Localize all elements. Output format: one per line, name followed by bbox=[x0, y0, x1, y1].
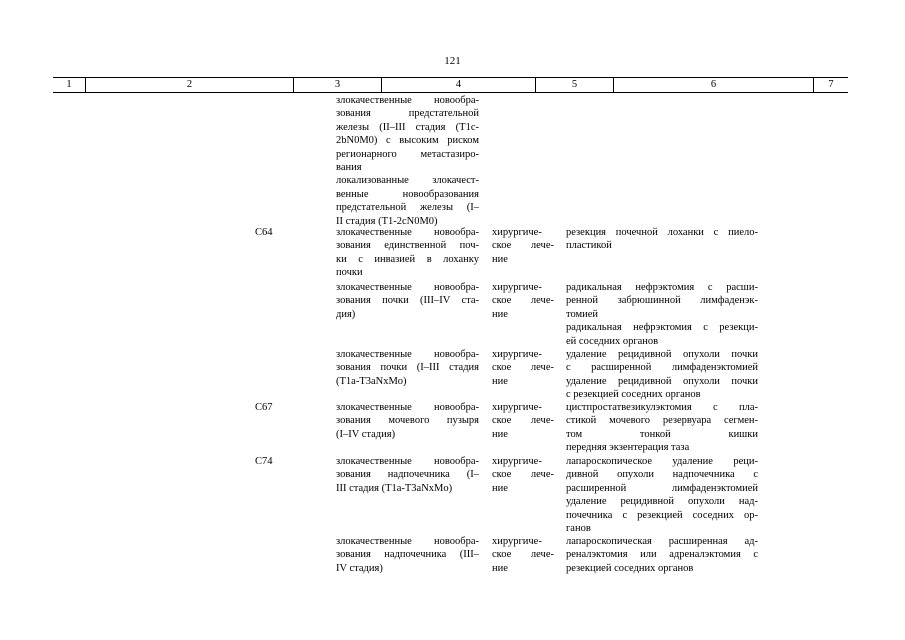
treatment-method-line: ей соседних органов bbox=[566, 335, 659, 347]
treatment-type-line: хирургиче- bbox=[492, 227, 542, 238]
treatment-type-line: ское лече- bbox=[492, 415, 554, 427]
diagnosis-text-line: почки bbox=[336, 267, 363, 279]
treatment-method-line: лапароскопическая расширенная ад- bbox=[566, 536, 758, 547]
column-header-1: 1 bbox=[53, 78, 86, 92]
column-header-6: 6 bbox=[614, 78, 814, 92]
treatment-type-line: ние bbox=[492, 428, 508, 440]
treatment-method bbox=[566, 281, 758, 348]
diagnosis-text-line: злокачественные новообра- bbox=[336, 95, 479, 106]
treatment-type bbox=[492, 281, 554, 321]
treatment-method-line: удаление рецидивной опухоли над- bbox=[566, 496, 758, 508]
diagnosis-text bbox=[336, 348, 479, 388]
treatment-type-line: ние bbox=[492, 375, 508, 387]
diagnosis-text-line: злокачественные новообра- bbox=[336, 402, 479, 413]
treatment-type-line: ское лече- bbox=[492, 549, 554, 561]
treatment-method-line: удаление рецидивной опухоли почки bbox=[566, 375, 758, 387]
treatment-method-line: с расширенной лимфаденэктомией bbox=[566, 362, 758, 374]
treatment-method-line: стикой мочевого резервуара сегмен- bbox=[566, 415, 758, 427]
diagnosis-text-line: предстательной железы (I– bbox=[336, 202, 479, 214]
treatment-type-line: хирургиче- bbox=[492, 456, 542, 467]
diagnosis-text-line: зования мочевого пузыря bbox=[336, 415, 479, 427]
diagnosis-text-line: злокачественные новообра- bbox=[336, 282, 479, 293]
column-header-5: 5 bbox=[536, 78, 614, 92]
diagnosis-text-line: венные новообразования bbox=[336, 188, 479, 200]
treatment-method bbox=[566, 226, 758, 253]
diagnosis-text-line: зования предстательной bbox=[336, 108, 479, 120]
diagnosis-text-line: злокачественные новообра- bbox=[336, 456, 479, 467]
treatment-type bbox=[492, 455, 554, 495]
treatment-type bbox=[492, 348, 554, 388]
diagnosis-text-line: зования единственной поч- bbox=[336, 240, 479, 252]
diagnosis-text bbox=[336, 455, 479, 495]
diagnosis-text-line: вания bbox=[336, 161, 362, 173]
diagnosis-text-line: зования почки (I–III стадия bbox=[336, 362, 479, 374]
treatment-type-line: ние bbox=[492, 482, 508, 494]
treatment-method-line: радикальная нефрэктомия с резекци- bbox=[566, 322, 758, 334]
treatment-method-line: ганов bbox=[566, 522, 591, 534]
diagnosis-text bbox=[336, 281, 479, 321]
diagnosis-text-line: зования надпочечника (I– bbox=[336, 469, 479, 481]
icd-code: C67 bbox=[255, 402, 273, 413]
treatment-type-line: ние bbox=[492, 253, 508, 265]
diagnosis-text bbox=[336, 401, 479, 441]
icd-code: C64 bbox=[255, 227, 273, 238]
diagnosis-text-line: злокачественные новообра- bbox=[336, 349, 479, 360]
column-header-7: 7 bbox=[828, 79, 834, 90]
treatment-method-line: резекцией соседних органов bbox=[566, 562, 694, 574]
diagnosis-text-line: ки с инвазией в лоханку bbox=[336, 253, 479, 265]
treatment-method-line: удаление рецидивной опухоли почки bbox=[566, 349, 758, 360]
diagnosis-text bbox=[336, 94, 479, 228]
diagnosis-text-line: (I–IV стадия) bbox=[336, 428, 396, 440]
treatment-method-line: томией bbox=[566, 308, 599, 320]
column-number-header bbox=[53, 77, 848, 93]
treatment-type-line: хирургиче- bbox=[492, 282, 542, 293]
treatment-method-line: реналэктомия или адреналэктомия с bbox=[566, 549, 758, 561]
treatment-type bbox=[492, 401, 554, 441]
diagnosis-text-line: II стадия (T1-2cN0M0) bbox=[336, 215, 438, 227]
treatment-method-line: почечника с резекцией соседних ор- bbox=[566, 509, 758, 521]
diagnosis-text-line: локализованные злокачест- bbox=[336, 175, 479, 187]
treatment-method-line: резекция почечной лоханки с пиело- bbox=[566, 227, 758, 238]
treatment-type-line: ское лече- bbox=[492, 469, 554, 481]
treatment-type-line: хирургиче- bbox=[492, 402, 542, 413]
treatment-method-line: лапароскопическое удаление реци- bbox=[566, 456, 758, 467]
diagnosis-text-line: злокачественные новообра- bbox=[336, 227, 479, 238]
treatment-method-line: дивной опухоли надпочечника с bbox=[566, 469, 758, 481]
column-header-2: 2 bbox=[86, 78, 294, 92]
diagnosis-text-line: (T1a-T3aNxMo) bbox=[336, 375, 407, 387]
treatment-type-line: хирургиче- bbox=[492, 536, 542, 547]
treatment-method bbox=[566, 455, 758, 535]
treatment-type bbox=[492, 226, 554, 266]
treatment-type-line: хирургиче- bbox=[492, 349, 542, 360]
diagnosis-text-line: IV стадия) bbox=[336, 562, 383, 574]
diagnosis-text-line: регионарного метастазиро- bbox=[336, 148, 479, 160]
column-header-4: 4 bbox=[382, 78, 536, 92]
diagnosis-text-line: железы (II–III стадия (T1c- bbox=[336, 121, 479, 133]
diagnosis-text bbox=[336, 535, 479, 575]
treatment-method bbox=[566, 401, 758, 455]
treatment-method-line: пластикой bbox=[566, 240, 612, 252]
treatment-type-line: ние bbox=[492, 562, 508, 574]
diagnosis-text-line: 2bN0M0) с высоким риском bbox=[336, 135, 479, 147]
diagnosis-text-line: зования надпочечника (III– bbox=[336, 549, 479, 561]
treatment-method bbox=[566, 535, 758, 575]
treatment-type bbox=[492, 535, 554, 575]
icd-code: C74 bbox=[255, 456, 273, 467]
treatment-type-line: ское лече- bbox=[492, 295, 554, 307]
diagnosis-text-line: злокачественные новообра- bbox=[336, 536, 479, 547]
column-header-3: 3 bbox=[294, 78, 382, 92]
treatment-type-line: ское лече- bbox=[492, 240, 554, 252]
treatment-type-line: ское лече- bbox=[492, 362, 554, 374]
treatment-method-line: передняя экзентерация таза bbox=[566, 442, 690, 454]
treatment-method-line: расширенной лимфаденэктомией bbox=[566, 482, 758, 494]
diagnosis-text-line: зования почки (III–IV ста- bbox=[336, 295, 479, 307]
treatment-method bbox=[566, 348, 758, 402]
treatment-method-line: том тонкой кишки bbox=[566, 428, 758, 440]
diagnosis-text-line: дия) bbox=[336, 308, 356, 320]
diagnosis-text-line: III стадия (T1a-T3aNxMo) bbox=[336, 482, 453, 494]
diagnosis-text bbox=[336, 226, 479, 280]
treatment-method-line: с резекцией соседних органов bbox=[566, 389, 701, 401]
page-number: 121 bbox=[444, 55, 461, 67]
treatment-method-line: цистпростатвезикулэктомия с пла- bbox=[566, 402, 758, 413]
treatment-method-line: радикальная нефрэктомия с расши- bbox=[566, 282, 758, 293]
treatment-method-line: ренной забрюшинной лимфаденэк- bbox=[566, 295, 758, 307]
treatment-type-line: ние bbox=[492, 308, 508, 320]
